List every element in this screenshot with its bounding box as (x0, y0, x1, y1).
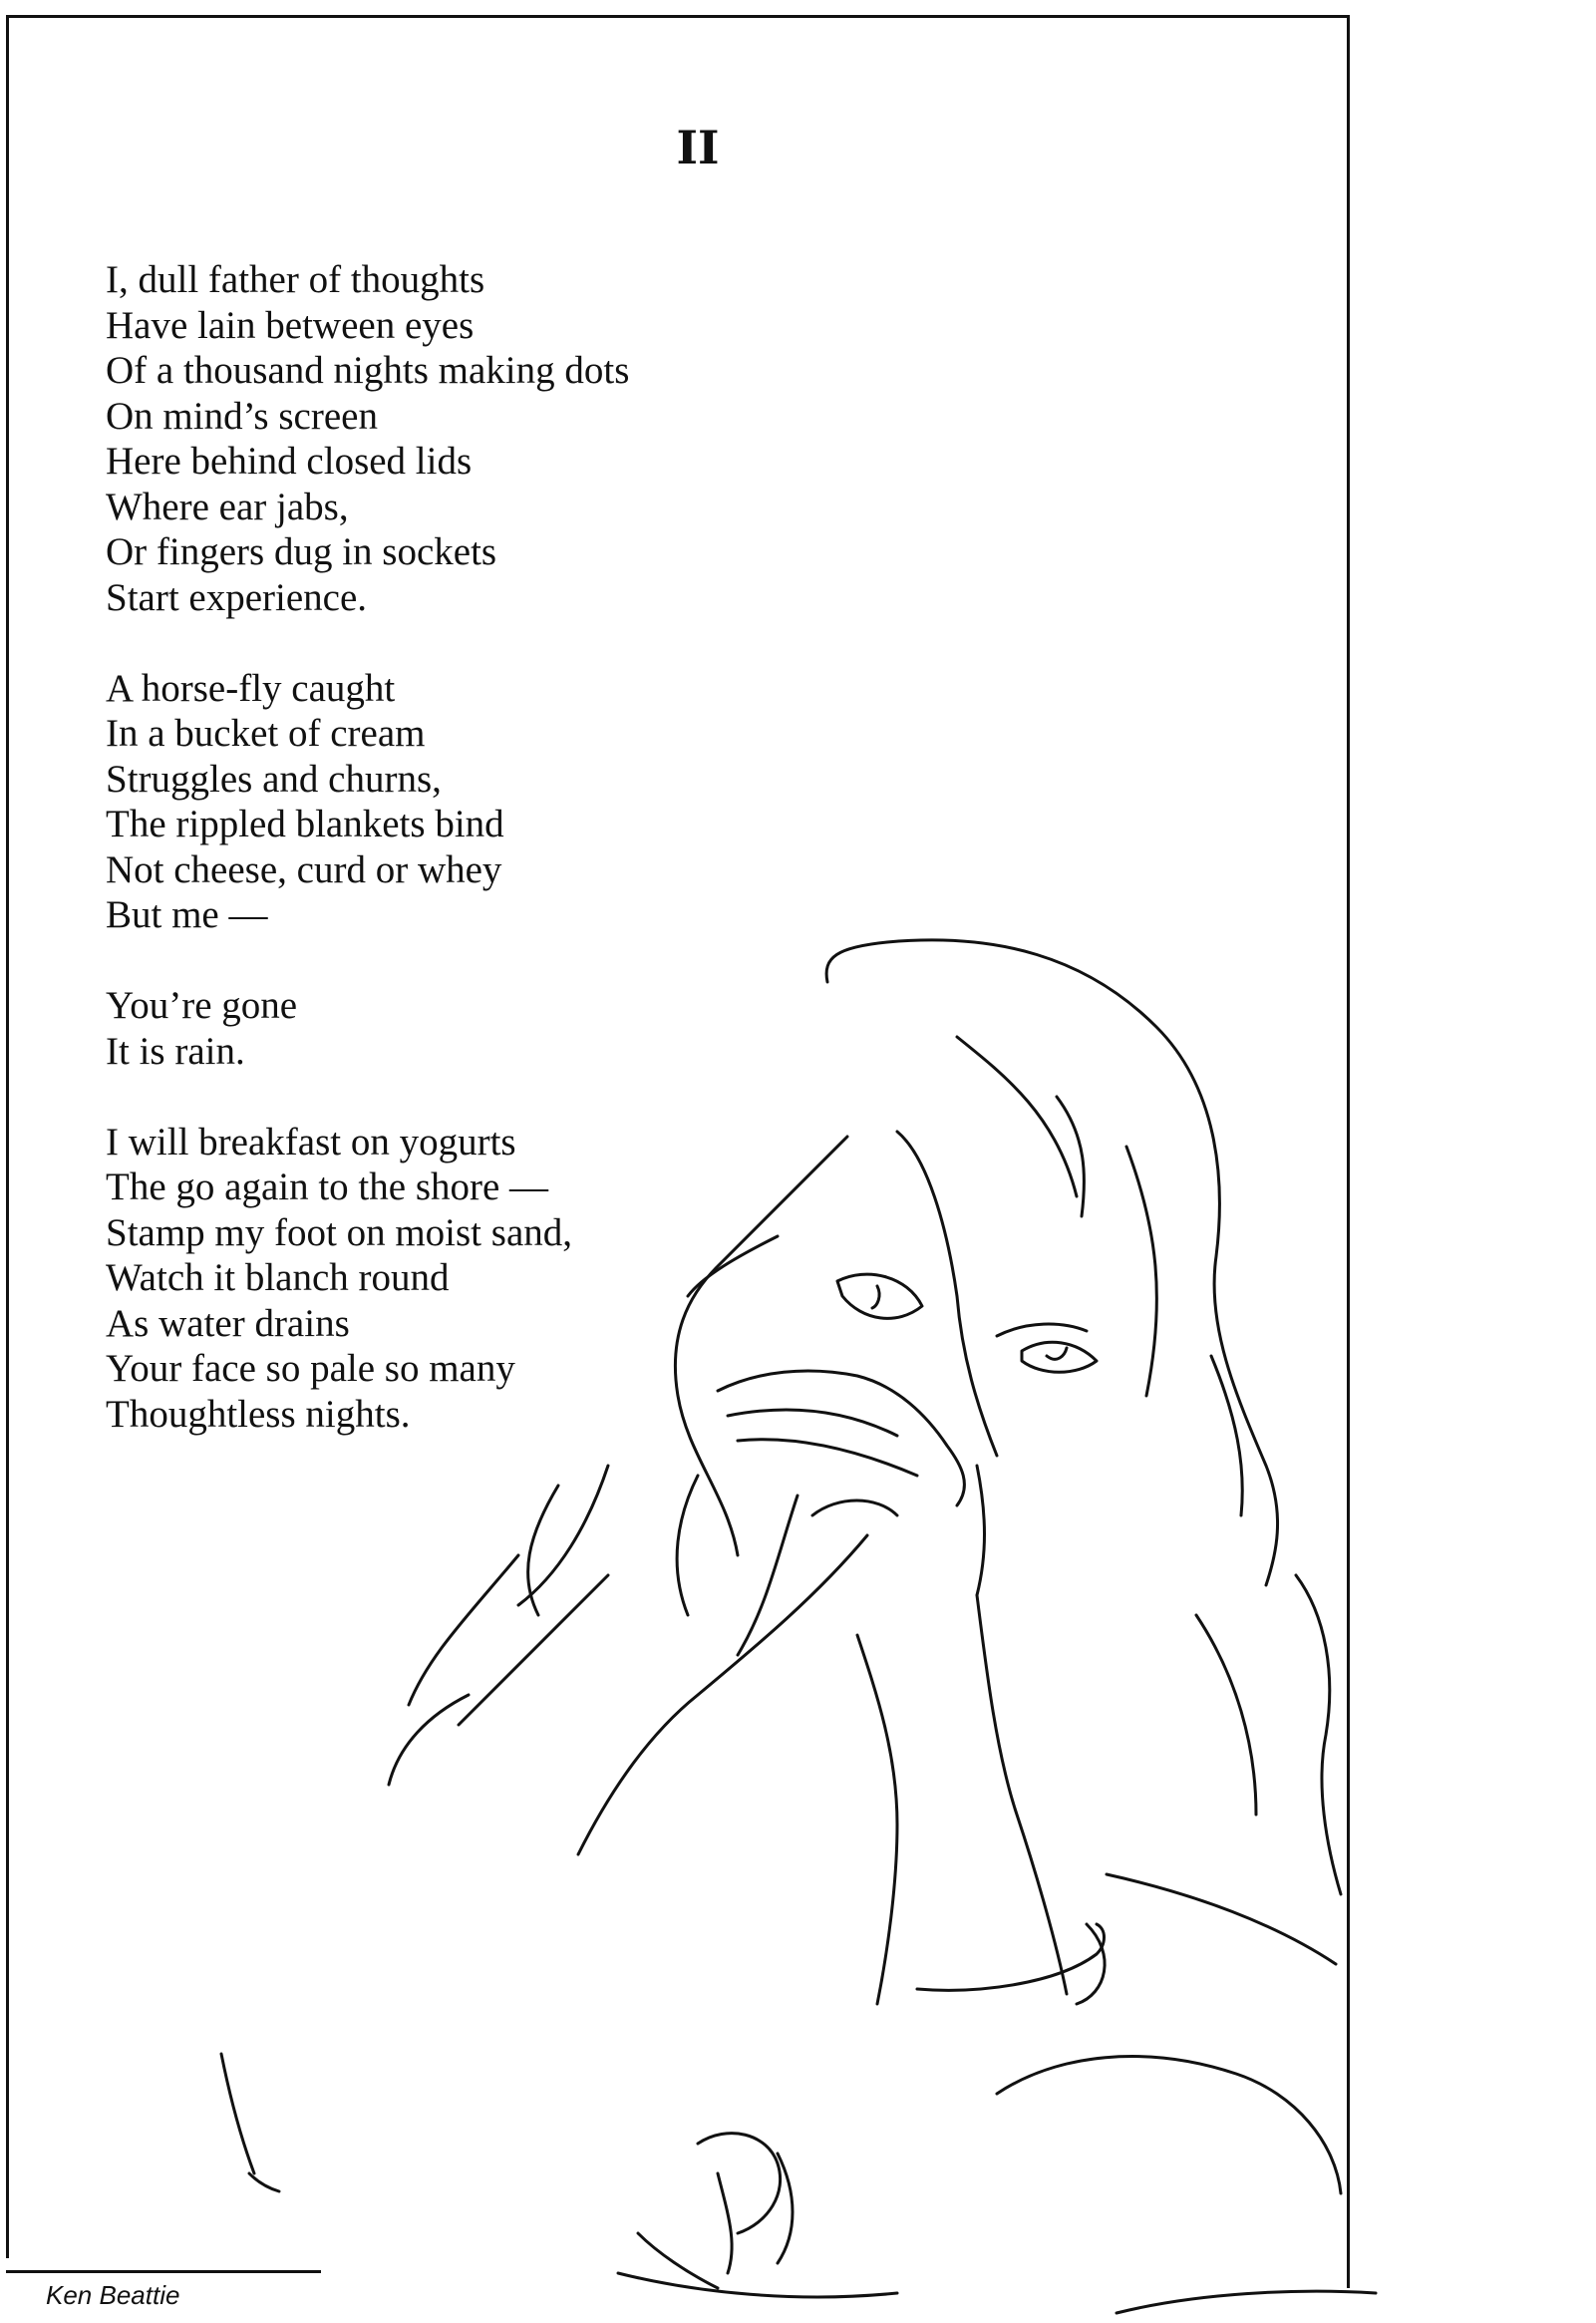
poem-line: Start experience. (106, 575, 368, 619)
body-outline (1107, 1874, 1336, 1964)
poem-line: The go again to the shore — (106, 1165, 549, 1208)
poem-title: II (676, 121, 720, 174)
poem-line: Stamp my foot on moist sand, (106, 1210, 572, 1254)
stanza-2 (106, 666, 803, 938)
poem-line: Where ear jabs, (106, 485, 349, 528)
poem-line: A horse-fly caught (106, 666, 396, 710)
poem-line: As water drains (106, 1301, 350, 1345)
eye-right (1022, 1342, 1097, 1372)
hair-strand (528, 1486, 558, 1615)
hair-strand (1211, 1356, 1242, 1515)
arm-outline (977, 1595, 1067, 1994)
poem-line: You’re gone (106, 984, 298, 1027)
hair-strand (1126, 1147, 1156, 1396)
poem-line: It is rain. (106, 1029, 245, 1073)
poem-line: I will breakfast on yogurts (106, 1120, 516, 1163)
poem-body (106, 257, 803, 1437)
brow-right (997, 1324, 1087, 1336)
frame-top-rule (6, 15, 1350, 18)
hair-strand (957, 1037, 1077, 1196)
body-outline (1117, 2291, 1376, 2313)
eye-left (837, 1274, 922, 1318)
hand-lower (718, 2173, 732, 2273)
poem-line: Thoughtless nights. (106, 1392, 411, 1436)
hair-outline (826, 940, 1277, 1585)
frame-right-rule (1347, 15, 1350, 2288)
sleeve-cuff (1077, 1924, 1105, 2004)
stanza-3 (106, 983, 803, 1074)
poem-line: Have lain between eyes (106, 303, 475, 347)
hand-lower (638, 2233, 718, 2288)
pupil-right (1047, 1348, 1067, 1359)
hair-strand (518, 1466, 608, 1605)
hair-strand (677, 1476, 698, 1615)
hair-strand (1057, 1097, 1084, 1216)
loose-stroke (221, 2054, 254, 2173)
frame-left-rule (6, 15, 9, 2258)
poem-line: Or fingers dug in sockets (106, 530, 497, 573)
hair-strand (459, 1575, 608, 1725)
body-outline (1296, 1575, 1341, 1894)
hair-strand (389, 1695, 469, 1785)
wrist (977, 1466, 985, 1595)
arm-outline (857, 1635, 897, 2004)
poem-line: On mind’s screen (106, 394, 378, 438)
signature-rule (6, 2270, 321, 2273)
body-outline (997, 2057, 1341, 2193)
body-outline (1196, 1615, 1256, 1815)
poem-line: Your face so pale so many (106, 1347, 515, 1390)
body-outline (618, 2273, 897, 2297)
poem-line: Struggles and churns, (106, 757, 442, 801)
author-signature: Ken Beattie (46, 2280, 180, 2310)
loose-stroke (249, 2173, 279, 2191)
poem-line: Here behind closed lids (106, 440, 473, 483)
poem-line: Of a thousand nights making dots (106, 349, 630, 392)
poem-line: I, dull father of thoughts (106, 258, 485, 301)
sleeve-cuff (917, 1924, 1105, 1990)
poem-line: In a bucket of cream (106, 712, 426, 755)
hair-strand (738, 1495, 798, 1655)
body-outline (578, 1535, 867, 1854)
hand-lower (698, 2134, 781, 2233)
poem-line: Watch it blanch round (106, 1256, 450, 1299)
hand-lower (778, 2154, 793, 2263)
finger (812, 1500, 897, 1515)
hair-strand (409, 1555, 518, 1705)
stanza-4 (106, 1120, 803, 1438)
poem-line: Not cheese, curd or whey (106, 847, 502, 891)
finger (738, 1440, 917, 1476)
stanza-1 (106, 257, 803, 620)
face-outline (897, 1132, 997, 1456)
poem-line: The rippled blankets bind (106, 803, 504, 845)
poem-line: But me — (106, 893, 268, 936)
pupil-left (872, 1286, 879, 1308)
